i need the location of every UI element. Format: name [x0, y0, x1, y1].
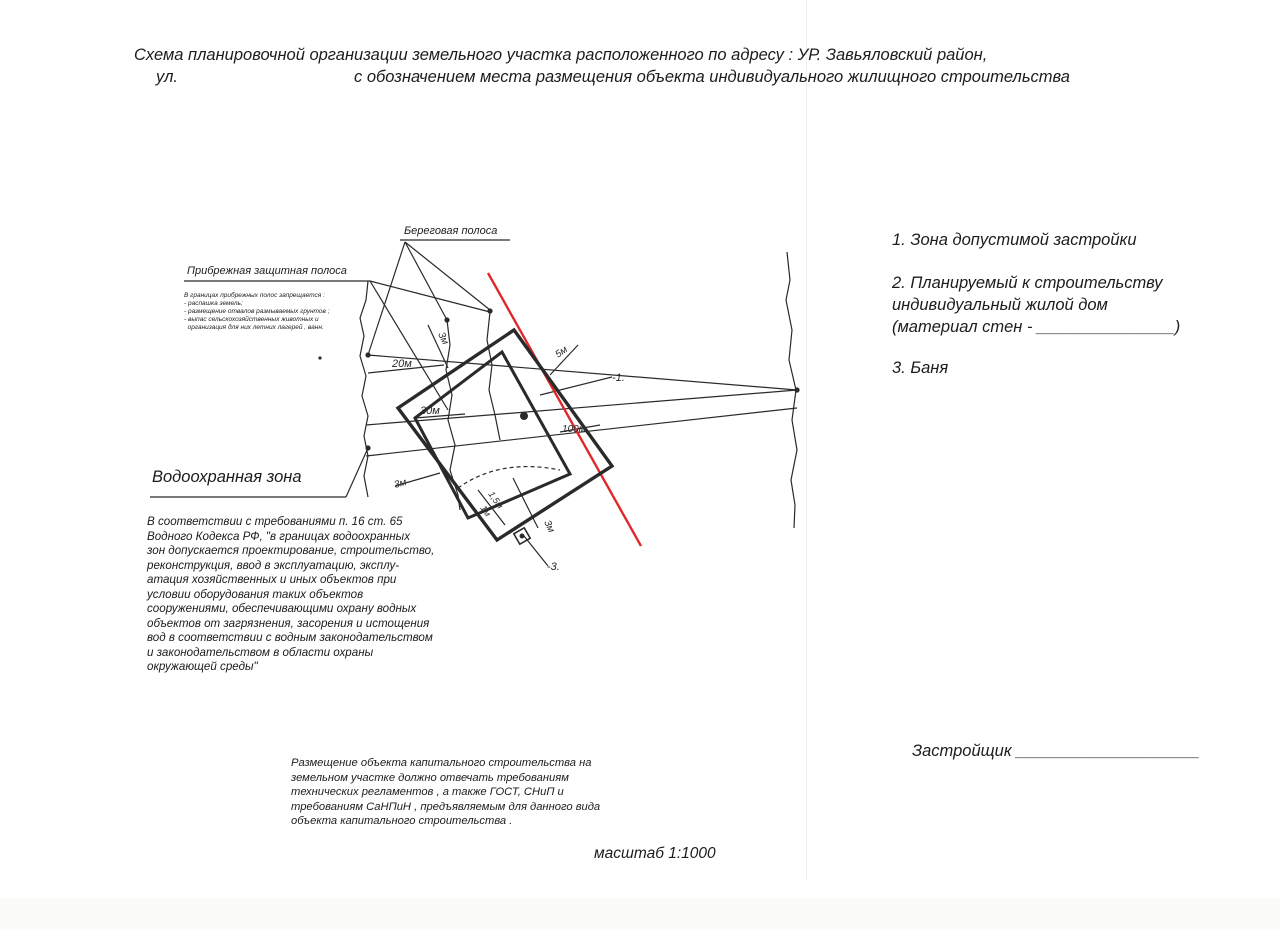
- dim-1-label: 1м: [478, 503, 493, 519]
- developer-signature-line: Застройщик ____________________: [912, 742, 1200, 760]
- prohibitions-line-4: - выпас сельскохозяйственных животных и: [184, 316, 319, 323]
- water-code-line-7: сооружениями, обеспечивающими охрану водных: [147, 602, 417, 615]
- dim-3-left-label: 3м: [392, 477, 408, 491]
- coastal-leader-3: [405, 242, 490, 310]
- water-code-line-6: условии оборудования таких объектов: [147, 587, 364, 601]
- dim-100-label: 100м: [562, 424, 586, 435]
- placement-line-1: Размещение объекта капитального строительства на: [291, 757, 592, 769]
- water-code-line-8: объектов от загрязнения, засорения и истощения: [147, 616, 430, 630]
- water-code-line-1: В соответствии с требованиями п. 16 ст. 65: [147, 515, 403, 528]
- dim-3-right-label: 3м: [541, 518, 557, 535]
- dim-3-top-label: 3м: [435, 330, 451, 347]
- inner-wavy-line-2: [487, 312, 500, 440]
- dim-30-label: 30м: [420, 405, 440, 417]
- water-code-line-3: зон допускается проектирование, строительство,: [147, 544, 435, 557]
- survey-point-1: [365, 352, 370, 357]
- title-line-1: Схема планировочной организации земельного участка расположенного по адресу : УР. Завьяловский район,: [134, 46, 988, 64]
- coastal-leader-1: [368, 242, 405, 355]
- callout-1-label: -1.: [612, 372, 625, 384]
- bathhouse-marker: [520, 534, 525, 539]
- legend-item-1: 1. Зона допустимой застройки: [892, 231, 1137, 249]
- protective-boundary-line: [370, 281, 490, 312]
- placement-line-5: объекта капитального строительства .: [291, 815, 513, 827]
- placement-line-4: требованиям СаНПиН , предъявляемым для данного вида: [291, 800, 601, 813]
- title-street-prefix: ул.: [156, 68, 178, 86]
- legend-item-3: 3. Баня: [892, 359, 949, 377]
- dim-20-label: 20м: [392, 358, 412, 370]
- speck-1: [318, 356, 321, 359]
- survey-point-2: [444, 317, 449, 322]
- survey-point-4: [365, 445, 370, 450]
- legend-item-2-line-3: (материал стен - _______________): [892, 318, 1181, 336]
- legend-item-2-line-1: 2. Планируемый к строительству: [892, 274, 1163, 292]
- title-line-2: с обозначением места размещения объекта индивидуального жилищного строительства: [354, 68, 1070, 86]
- scale-label: масштаб 1:1000: [594, 845, 716, 862]
- dim-5-label: 5м: [553, 344, 570, 361]
- prohibitions-line-1: В границах прибрежных полос запрещается :: [184, 292, 325, 299]
- water-zone-label: Водоохранная зона: [152, 468, 302, 486]
- water-code-line-2: Водного Кодекса РФ, "в границах водоохранных: [147, 529, 411, 543]
- protective-strip-label: Прибрежная защитная полоса: [187, 265, 347, 277]
- placement-line-3: технических регламентов , а также ГОСТ, СНиП и: [291, 786, 564, 798]
- prohibitions-line-3: - размещение отвалов размываемых грунтов ;: [184, 308, 330, 315]
- water-code-line-9: вод в соответствии с водным законодательством: [147, 631, 433, 644]
- coastal-leader-2: [405, 242, 447, 320]
- coastal-strip-label: Береговая полоса: [404, 225, 498, 237]
- water-code-line-4: реконструкция, ввод в эксплуатацию, эксплу-: [147, 558, 400, 572]
- water-code-line-10: и законодательством в области охраны: [147, 645, 374, 659]
- legend-item-2-line-2: индивидуальный жилой дом: [892, 296, 1108, 314]
- prohibitions-line-2: - распашка земель;: [184, 300, 243, 307]
- survey-point-3: [487, 308, 492, 313]
- water-code-line-11: окружающей среды": [147, 660, 258, 673]
- house-center-point: [520, 412, 528, 420]
- prohibitions-line-5: организация для них летних лагерей , ванн.: [184, 324, 324, 331]
- survey-point-5: [794, 387, 799, 392]
- dim-15-label: 1,5м: [486, 489, 506, 511]
- shoreline-red-line: [488, 273, 641, 546]
- placement-line-2: земельном участке должно отвечать требованиям: [291, 771, 569, 784]
- callout-3-label: -3.: [547, 561, 560, 573]
- water-code-line-5: атация хозяйственных и иных объектов при: [147, 573, 397, 586]
